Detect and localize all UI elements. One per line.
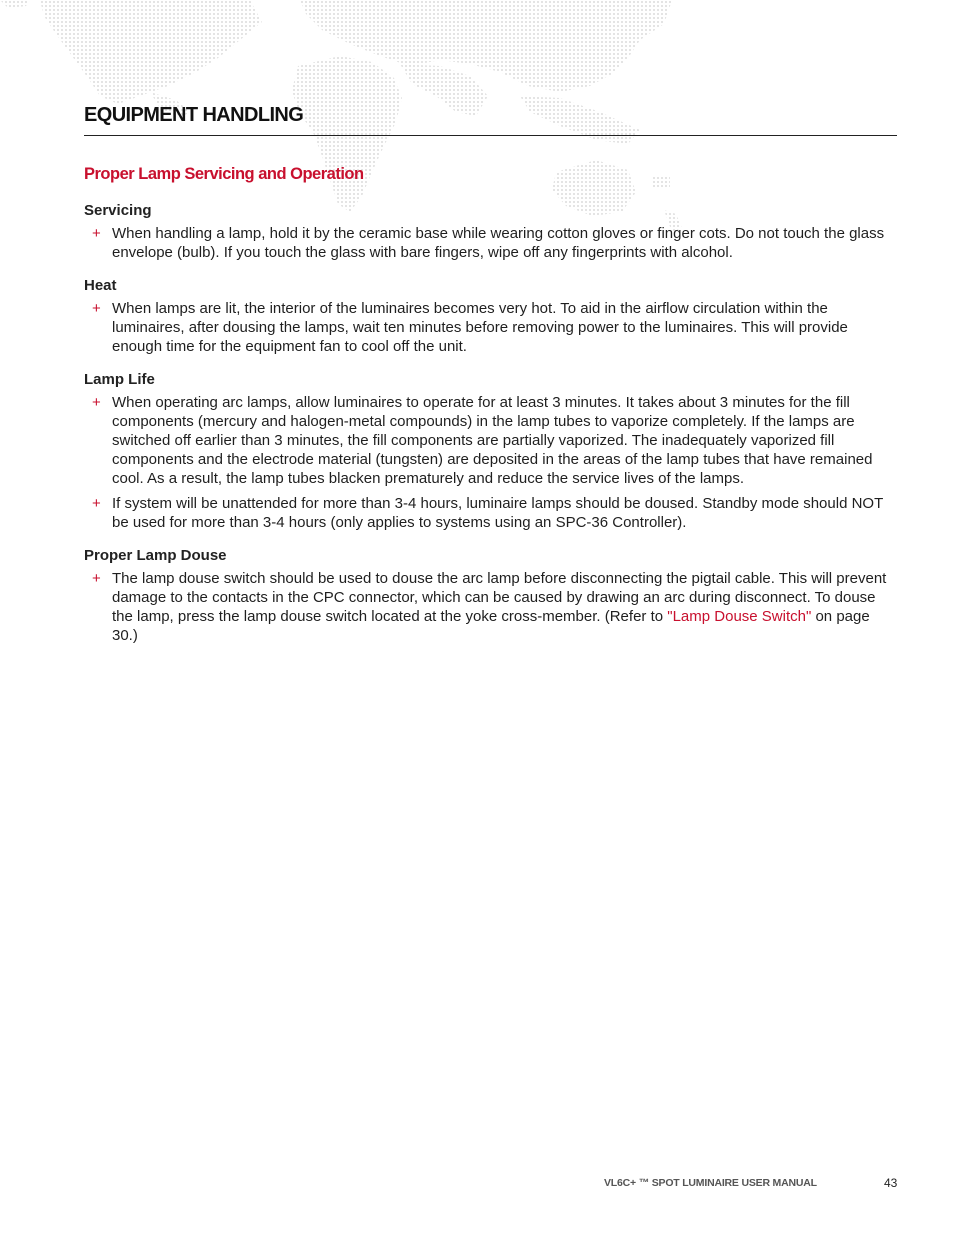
- list-item-text-prefix: The lamp douse switch should be used to douse the arc lamp before disconnecting the pigtail cable. This will prevent damage to the contacts in the CPC connector, which can be caused by drawing an arc during disconnect. To douse the lamp, press the lamp douse switch located at the yoke cross-member. (Refer to: [112, 570, 887, 625]
- list-item-text: If system will be unattended for more than 3-4 hours, luminaire lamps should be doused. Standby mode should NOT be used for more than 3-4 hours (only applies to systems using an SPC-36 Controller).: [112, 495, 883, 531]
- group-lamp-life: [84, 371, 897, 532]
- subheading-lamp-life: Lamp Life: [84, 371, 155, 388]
- subheading-heat: Heat: [84, 277, 117, 294]
- body-text: [84, 202, 897, 660]
- list-item: [84, 224, 897, 262]
- subheading-proper-lamp-douse: Proper Lamp Douse: [84, 547, 227, 564]
- group-servicing: [84, 202, 897, 262]
- list-item: [84, 299, 897, 356]
- footer-manual-title: VL6C+ ™ SPOT LUMINAIRE USER MANUAL: [604, 1177, 817, 1189]
- plus-bullet-icon: +: [92, 570, 101, 587]
- plus-bullet-icon: +: [92, 300, 101, 317]
- section-title: Proper Lamp Servicing and Operation: [84, 165, 364, 183]
- list-item-text-suffix: on page 30.): [112, 608, 870, 644]
- page-number: 43: [884, 1176, 898, 1190]
- plus-bullet-icon: +: [92, 394, 101, 411]
- group-proper-lamp-douse: [84, 547, 897, 645]
- plus-bullet-icon: +: [92, 495, 101, 512]
- chapter-title: EQUIPMENT HANDLING: [84, 104, 897, 136]
- plus-bullet-icon: +: [92, 225, 101, 242]
- lamp-douse-switch-link[interactable]: "Lamp Douse Switch": [667, 608, 812, 625]
- subheading-servicing: Servicing: [84, 202, 152, 219]
- list-item-text: When operating arc lamps, allow luminaires to operate for at least 3 minutes. It takes about 3 minutes for the fill components (mercury and halogen-metal compounds) in the lamp tubes to vaporize completely. If the lamps are switched off earlier than 3 minutes, the fill components are partially vaporized. The inadequately vaporized fill components and the electrode material (tungsten) are deposited in the areas of the lamp tubes that have remained cool. As a result, the lamp tubes blacken prematurely and reduce the service lives of the lamps.: [112, 394, 873, 487]
- list-item: [84, 494, 897, 532]
- list-item-text: When handling a lamp, hold it by the ceramic base while wearing cotton gloves or finger cots. Do not touch the glass envelope (bulb). If you touch the glass with bare fingers, wipe off any fingerprints with alcohol.: [112, 225, 885, 261]
- list-item: [84, 393, 897, 488]
- group-heat: [84, 277, 897, 356]
- list-item: [84, 569, 897, 645]
- list-item-text: When lamps are lit, the interior of the luminaires becomes very hot. To aid in the airflow circulation within the luminaires, after dousing the lamps, wait ten minutes before removing power to the luminaires. This will provide enough time for the equipment fan to cool off the unit.: [112, 300, 848, 355]
